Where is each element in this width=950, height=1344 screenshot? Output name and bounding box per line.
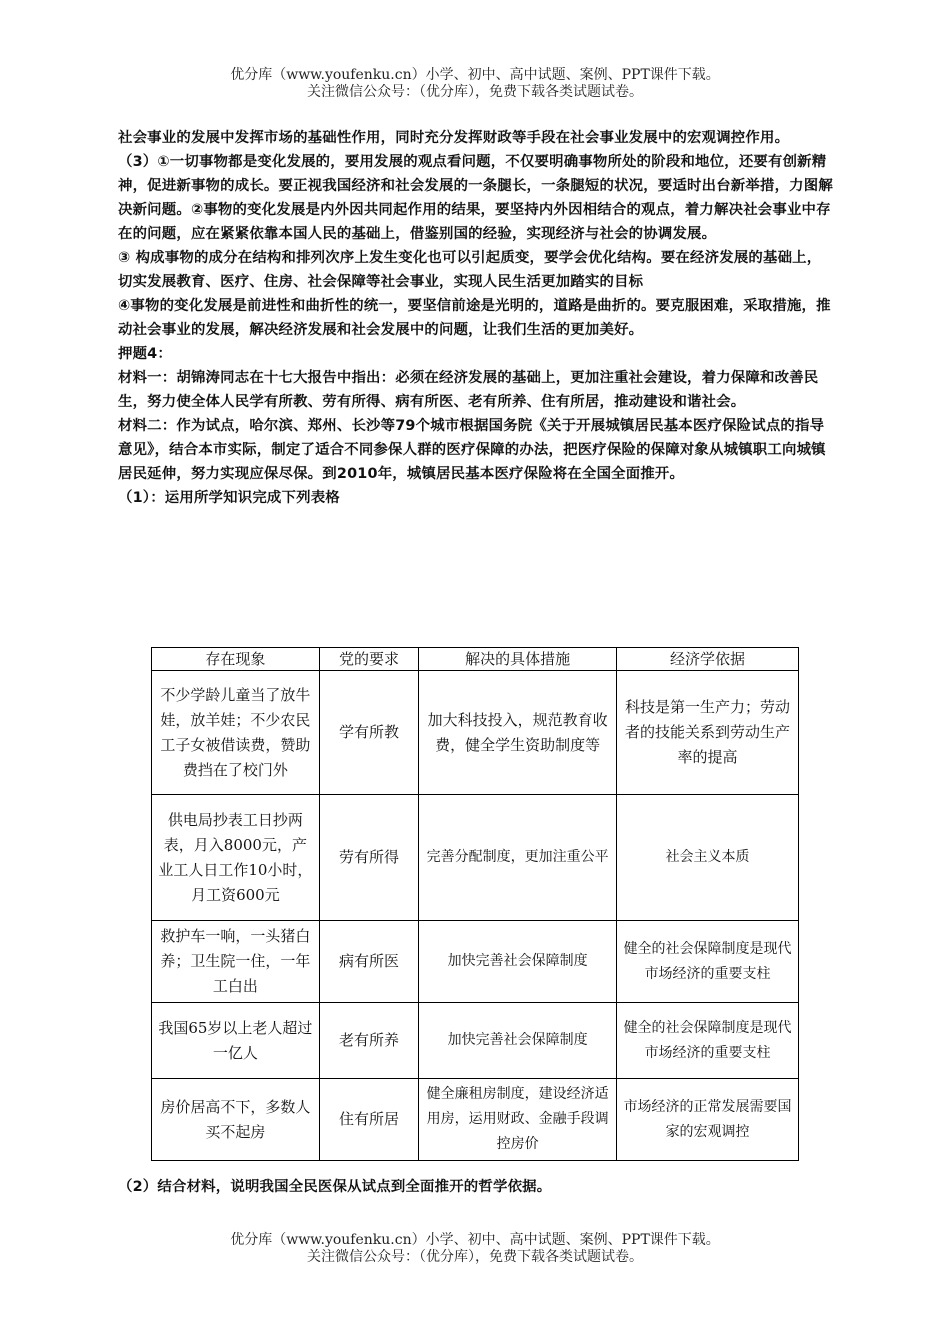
cell-measures: 加大科技投入，规范教育收费，健全学生资助制度等 xyxy=(419,671,617,795)
cell-basis: 健全的社会保障制度是现代市场经济的重要支柱 xyxy=(617,921,799,1003)
material-two: 材料二：作为试点，哈尔滨、郑州、长沙等79个城市根据国务院《关于开展城镇居民基本医疗保险试点的指导意见》，结合本市实际，制定了适合不同参保人群的医疗保障的办法，把医疗保险的保障对象从城镇职工向城镇居民延伸，努力实现应保尽保。到2010年，城镇居民基本医疗保险将在全国全面推开。 xyxy=(118,418,826,482)
table-row xyxy=(152,1003,799,1079)
header-measures: 解决的具体措施 xyxy=(419,648,617,671)
cell-basis: 健全的社会保障制度是现代市场经济的重要支柱 xyxy=(617,1003,799,1079)
cell-requirement: 老有所养 xyxy=(319,1003,418,1079)
question-2: （2）结合材料，说明我国全民医保从试点到全面推开的哲学依据。 xyxy=(118,1179,552,1195)
question-1: （1）：运用所学知识完成下列表格 xyxy=(118,490,340,506)
header-line-2: 关注微信公众号：（优分库），免费下载各类试题试卷。 xyxy=(307,84,643,100)
cell-phenomenon: 房价居高不下，多数人买不起房 xyxy=(152,1079,320,1161)
cell-basis: 市场经济的正常发展需要国家的宏观调控 xyxy=(617,1079,799,1161)
cell-phenomenon: 供电局抄表工日抄两表，月入8000元，产业工人日工作10小时，月工资600元 xyxy=(152,795,320,921)
header-line-1: 优分库（www.youfenku.cn）小学、初中、高中试题、案例、PPT课件下载。 xyxy=(230,67,720,83)
table-row xyxy=(152,1079,799,1161)
header-phenomenon: 存在现象 xyxy=(152,648,320,671)
cell-measures: 加快完善社会保障制度 xyxy=(419,921,617,1003)
cell-phenomenon: 不少学龄儿童当了放牛娃，放羊娃；不少农民工子女被借读费，赞助费挡在了校门外 xyxy=(152,671,320,795)
footer-line-2: 关注微信公众号：（优分库），免费下载各类试题试卷。 xyxy=(307,1249,643,1265)
paragraph-4: ④事物的变化发展是前进性和曲折性的统一，要坚信前途是光明的，道路是曲折的。要克服困难，采取措施，推动社会事业的发展，解决经济发展和社会发展中的问题，让我们生活的更加美好。 xyxy=(118,298,831,338)
table-header-row xyxy=(152,648,799,671)
cell-measures: 健全廉租房制度，建设经济适用房，运用财政、金融手段调控房价 xyxy=(419,1079,617,1161)
cell-measures: 完善分配制度，更加注重公平 xyxy=(419,795,617,921)
cell-requirement: 学有所教 xyxy=(319,671,418,795)
page-header xyxy=(0,67,950,101)
cell-requirement: 病有所医 xyxy=(319,921,418,1003)
table-row xyxy=(152,921,799,1003)
header-basis: 经济学依据 xyxy=(617,648,799,671)
section-title: 押题4： xyxy=(118,346,172,362)
question-2-block xyxy=(118,1175,833,1199)
header-requirement: 党的要求 xyxy=(319,648,418,671)
paragraph-3: ③ 构成事物的成分在结构和排列次序上发生变化也可以引起质变，要学会优化结构。要在经济发展的基础上，切实发展教育、医疗、住房、社会保障等社会事业，实现人民生活更加踏实的目标 xyxy=(118,250,822,290)
material-one: 材料一：胡锦涛同志在十七大报告中指出：必须在经济发展的基础上，更加注重社会建设，着力保障和改善民生，努力使全体人民学有所教、劳有所得、病有所医、老有所养、住有所居，推动建设和谐社会。 xyxy=(118,370,819,410)
cell-requirement: 劳有所得 xyxy=(319,795,418,921)
answer-table xyxy=(151,647,799,1161)
cell-phenomenon: 我国65岁以上老人超过一亿人 xyxy=(152,1003,320,1079)
footer-line-1: 优分库（www.youfenku.cn）小学、初中、高中试题、案例、PPT课件下载。 xyxy=(230,1232,720,1248)
cell-basis: 社会主义本质 xyxy=(617,795,799,921)
document-body xyxy=(118,126,833,510)
cell-phenomenon: 救护车一响，一头猪白养；卫生院一住，一年工白出 xyxy=(152,921,320,1003)
table-row xyxy=(152,795,799,921)
cell-basis: 科技是第一生产力；劳动者的技能关系到劳动生产率的提高 xyxy=(617,671,799,795)
cell-requirement: 住有所居 xyxy=(319,1079,418,1161)
cell-measures: 加快完善社会保障制度 xyxy=(419,1003,617,1079)
paragraph-2: （3）①一切事物都是变化发展的，要用发展的观点看问题，不仅要明确事物所处的阶段和地位，还要有创新精神，促进新事物的成长。要正视我国经济和社会发展的一条腿长，一条腿短的状况，要适时出台新举措，力图解决新问题。②事物的变化发展是内外因共同起作用的结果，要坚持内外因相结合的观点，着力解决社会事业中存在的问题，应在紧紧依靠本国人民的基础上，借鉴别国的经验，实现经济与社会的协调发展。 xyxy=(118,154,833,242)
paragraph-1: 社会事业的发展中发挥市场的基础性作用，同时充分发挥财政等手段在社会事业发展中的宏观调控作用。 xyxy=(118,130,790,146)
table-row xyxy=(152,671,799,795)
page-footer xyxy=(0,1232,950,1266)
